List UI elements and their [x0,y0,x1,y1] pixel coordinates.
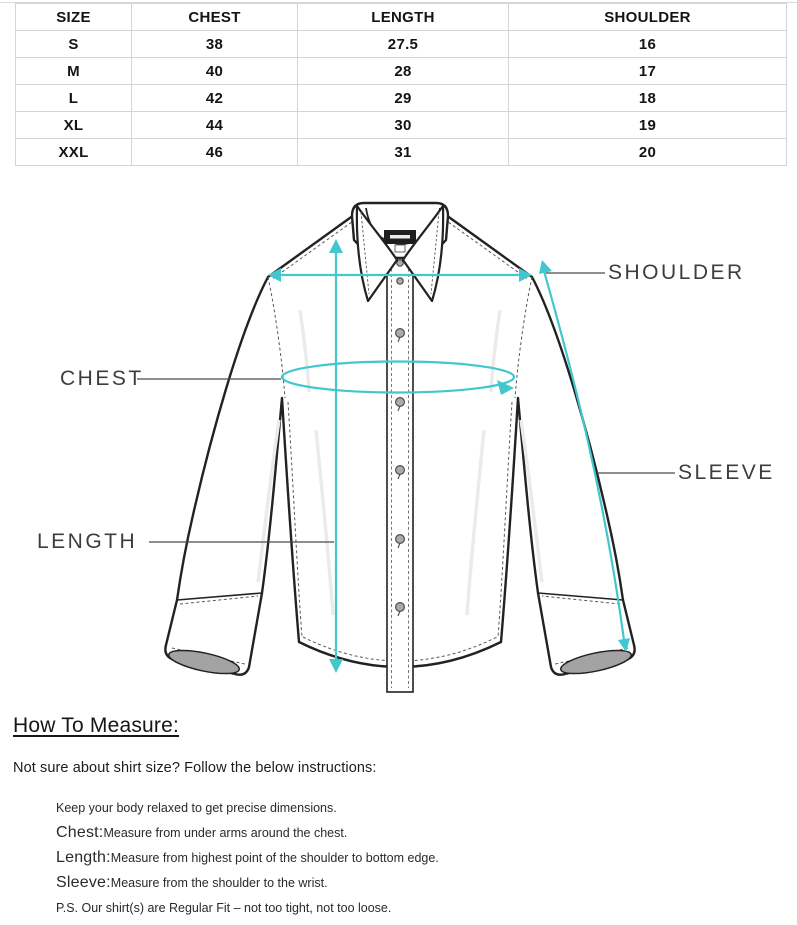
step-text: Keep your body relaxed to get precise dimensions. [56,801,337,815]
chest-cell: 40 [132,58,298,85]
step-text: P.S. Our shirt(s) are Regular Fit – not too tight, not too loose. [56,901,392,915]
chest-cell: 46 [132,139,298,166]
col-header-length: LENGTH [298,4,509,31]
button-placket [387,248,413,692]
size-chart-table [15,3,787,166]
length-cell: 27.5 [298,31,509,58]
chest-cell: 42 [132,85,298,112]
how-to-measure-heading: How To Measure: [13,714,180,737]
step-label: Sleeve: [56,874,111,891]
diagram-label-sleeve: SLEEVE [678,461,775,484]
size-chart-header-row [16,4,787,31]
size-cell: XL [16,112,132,139]
diagram-label-length: LENGTH [37,530,138,553]
step-chest [56,825,716,841]
table-row [16,58,787,85]
shirt-illustration [0,175,797,710]
how-to-measure-steps [56,800,716,925]
col-header-size: SIZE [16,4,132,31]
shoulder-cell: 16 [509,31,787,58]
size-cell: L [16,85,132,112]
col-header-chest: CHEST [132,4,298,31]
size-tag [395,245,405,252]
step-text: Measure from the shoulder to the wrist. [110,876,328,890]
step-label: Length: [56,849,111,866]
shoulder-cell: 20 [509,139,787,166]
brand-label-text [390,235,410,239]
step-label: Chest: [56,824,104,841]
size-cell: M [16,58,132,85]
diagram-label-chest: CHEST [60,367,144,390]
table-row [16,139,787,166]
how-to-measure-intro: Not sure about shirt size? Follow the below instructions: [13,760,377,776]
col-header-shoulder: SHOULDER [509,4,787,31]
step-text: Measure from under arms around the chest. [103,826,348,840]
step-ps [56,900,716,916]
step-sleeve [56,875,716,891]
table-row [16,85,787,112]
length-cell: 31 [298,139,509,166]
table-row [16,112,787,139]
shoulder-cell: 19 [509,112,787,139]
step-relax [56,800,716,816]
size-cell: XXL [16,139,132,166]
shoulder-cell: 17 [509,58,787,85]
length-cell: 30 [298,112,509,139]
measurement-diagram [0,175,797,710]
step-text: Measure from highest point of the shoulder to bottom edge. [110,851,439,865]
length-cell: 29 [298,85,509,112]
chest-cell: 44 [132,112,298,139]
size-cell: S [16,31,132,58]
step-length [56,850,716,866]
length-cell: 28 [298,58,509,85]
chest-cell: 38 [132,31,298,58]
diagram-label-shoulder: SHOULDER [608,261,745,284]
shoulder-cell: 18 [509,85,787,112]
table-row [16,31,787,58]
